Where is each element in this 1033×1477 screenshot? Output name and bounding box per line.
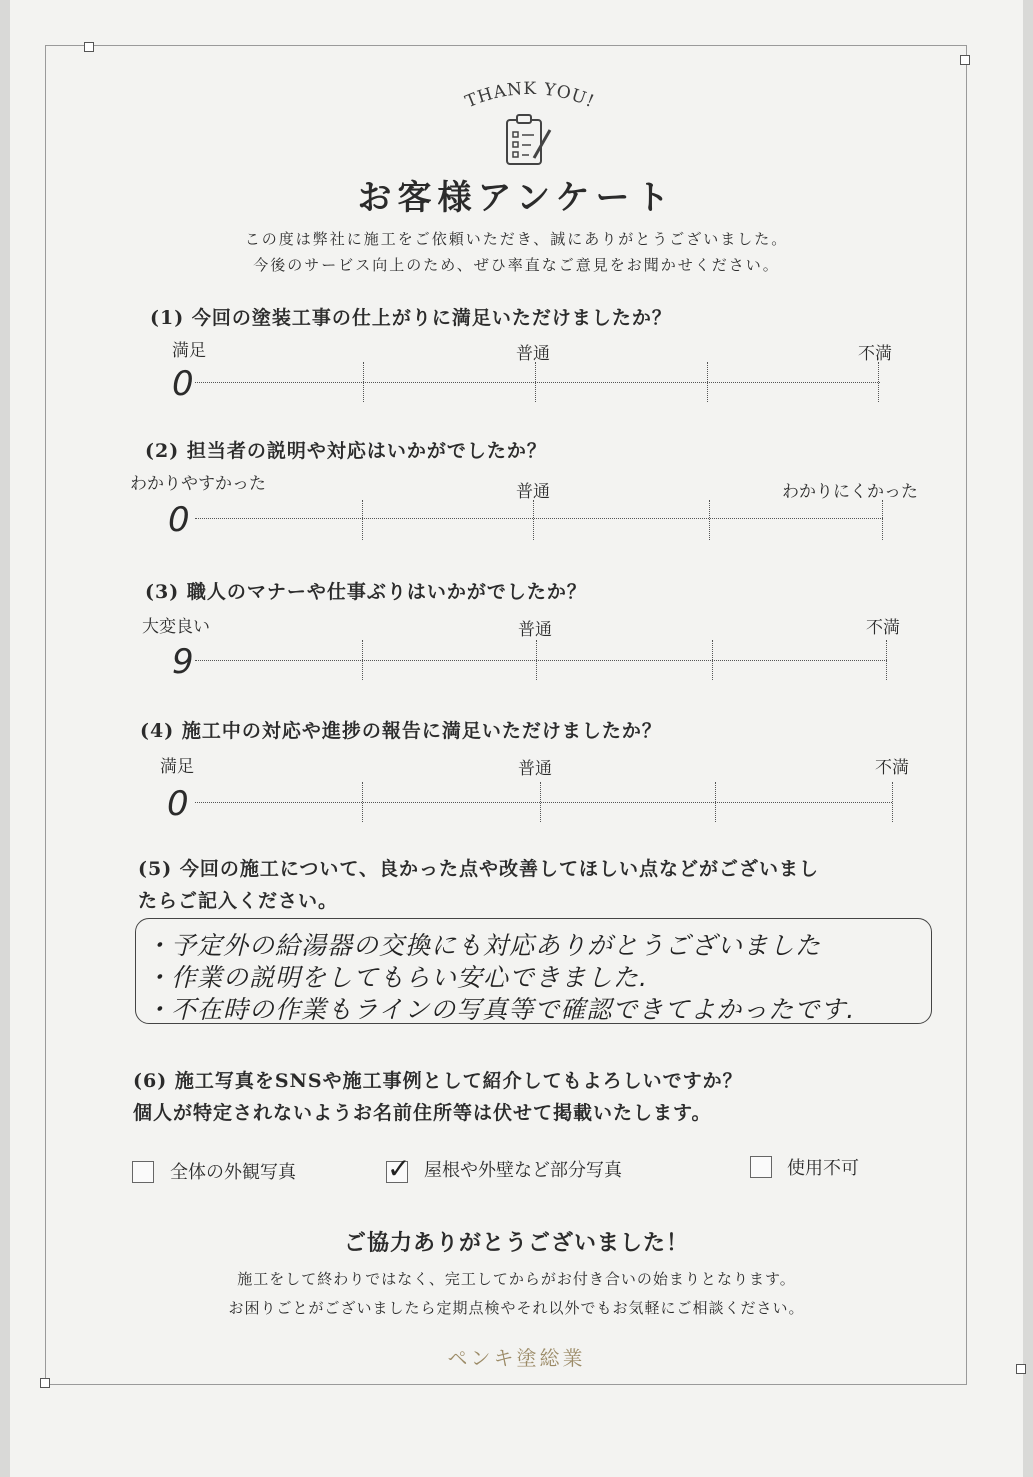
check-mark-icon: ✓ [387, 1152, 411, 1185]
scale-tick [715, 782, 716, 822]
q2-rating-scale [195, 518, 883, 519]
option-partial-photo-label: 屋根や外壁など部分写真 [424, 1160, 622, 1181]
page-title: お客様アンケート [357, 178, 676, 218]
svg-text:THANK YOU!: THANK YOU! [462, 80, 598, 113]
q3-answer-mark[interactable]: 9 [172, 642, 194, 682]
intro-line-1: この度は弊社に施工をご依頼いただき、誠にありがとうございました。 [244, 230, 789, 248]
frame-handle[interactable] [84, 42, 94, 52]
q2-answer-mark[interactable]: 0 [168, 500, 190, 540]
q2-left-label: わかりやすかった [130, 474, 266, 494]
frame-handle[interactable] [960, 55, 970, 65]
company-logo: ペンキ塗総業 [447, 1346, 586, 1370]
q2-right-label: わかりにくかった [782, 482, 918, 502]
scale-tick [886, 640, 887, 680]
scale-tick [362, 640, 363, 680]
scale-tick [533, 500, 534, 540]
scale-tick [712, 640, 713, 680]
scale-tick [707, 362, 708, 402]
question-6-label-line1: (6) 施工写真をSNSや施工事例として紹介してもよろしいですか？ [133, 1070, 743, 1092]
scale-tick [536, 640, 537, 680]
q3-middle-label: 普通 [518, 620, 552, 640]
q2-middle-label: 普通 [516, 482, 550, 502]
scale-tick [882, 500, 883, 540]
q4-right-label: 不満 [875, 758, 909, 778]
question-2-label: (2) 担当者の説明や対応はいかがでしたか？ [145, 440, 547, 462]
scale-tick [709, 500, 710, 540]
q4-answer-mark[interactable]: 0 [167, 784, 189, 824]
q1-right-label: 不満 [858, 344, 892, 364]
answer-line-2: ・作業の説明をしてもらい安心できました. [145, 963, 648, 992]
intro-line-2: 今後のサービス向上のため、ぜひ率直なご意見をお聞かせください。 [253, 256, 780, 274]
scale-tick [363, 362, 364, 402]
q4-rating-scale [195, 802, 892, 803]
scale-tick [540, 782, 541, 822]
q4-left-label: 満足 [160, 757, 194, 777]
answer-line-1: ・予定外の給湯器の交換にも対応ありがとうございました [145, 931, 822, 960]
scale-tick [362, 782, 363, 822]
q3-right-label: 不満 [866, 618, 900, 638]
closing-message: ご協力ありがとうございました！ [343, 1230, 689, 1256]
option-not-allowed-label: 使用不可 [787, 1158, 859, 1179]
q1-rating-scale [195, 382, 880, 383]
scale-tick [892, 782, 893, 822]
frame-handle[interactable] [40, 1378, 50, 1388]
question-3-label: (3) 職人のマナーや仕事ぶりはいかがでしたか？ [145, 581, 587, 603]
footer-line-2: お困りごとがございましたら定期点検やそれ以外でもお気軽にご相談ください。 [228, 1299, 805, 1317]
question-4-label: (4) 施工中の対応や進捗の報告に満足いただけましたか？ [140, 720, 662, 742]
option-exterior-photo-label: 全体の外観写真 [170, 1162, 296, 1183]
q3-left-label: 大変良い [142, 617, 210, 637]
question-1-label: (1) 今回の塗装工事の仕上がりに満足いただけましたか？ [150, 307, 672, 329]
q1-answer-mark[interactable]: 0 [172, 364, 194, 404]
q1-left-label: 満足 [172, 341, 206, 361]
q1-middle-label: 普通 [516, 344, 550, 364]
checkbox-partial-photo[interactable] [386, 1152, 411, 1185]
scale-tick [362, 500, 363, 540]
answer-line-3: ・不在時の作業もラインの写真等で確認できてよかったです. [145, 995, 856, 1024]
clipboard-icon [503, 112, 555, 168]
question-5-label-line2: たらご記入ください。 [138, 890, 339, 912]
scale-tick [878, 362, 879, 402]
checkbox-not-allowed[interactable] [750, 1156, 772, 1178]
question-6-label-line2: 個人が特定されないようお名前住所等は伏せて掲載いたします。 [133, 1102, 712, 1124]
q4-middle-label: 普通 [518, 759, 552, 779]
q3-rating-scale [195, 660, 887, 661]
footer-line-1: 施工をして終わりではなく、完工してからがお付き合いの始まりとなります。 [237, 1270, 796, 1288]
question-5-label-line1: (5) 今回の施工について、良かった点や改善してほしい点などがございまし [138, 858, 820, 880]
checkbox-exterior-photo[interactable] [132, 1161, 154, 1183]
scale-tick [535, 362, 536, 402]
